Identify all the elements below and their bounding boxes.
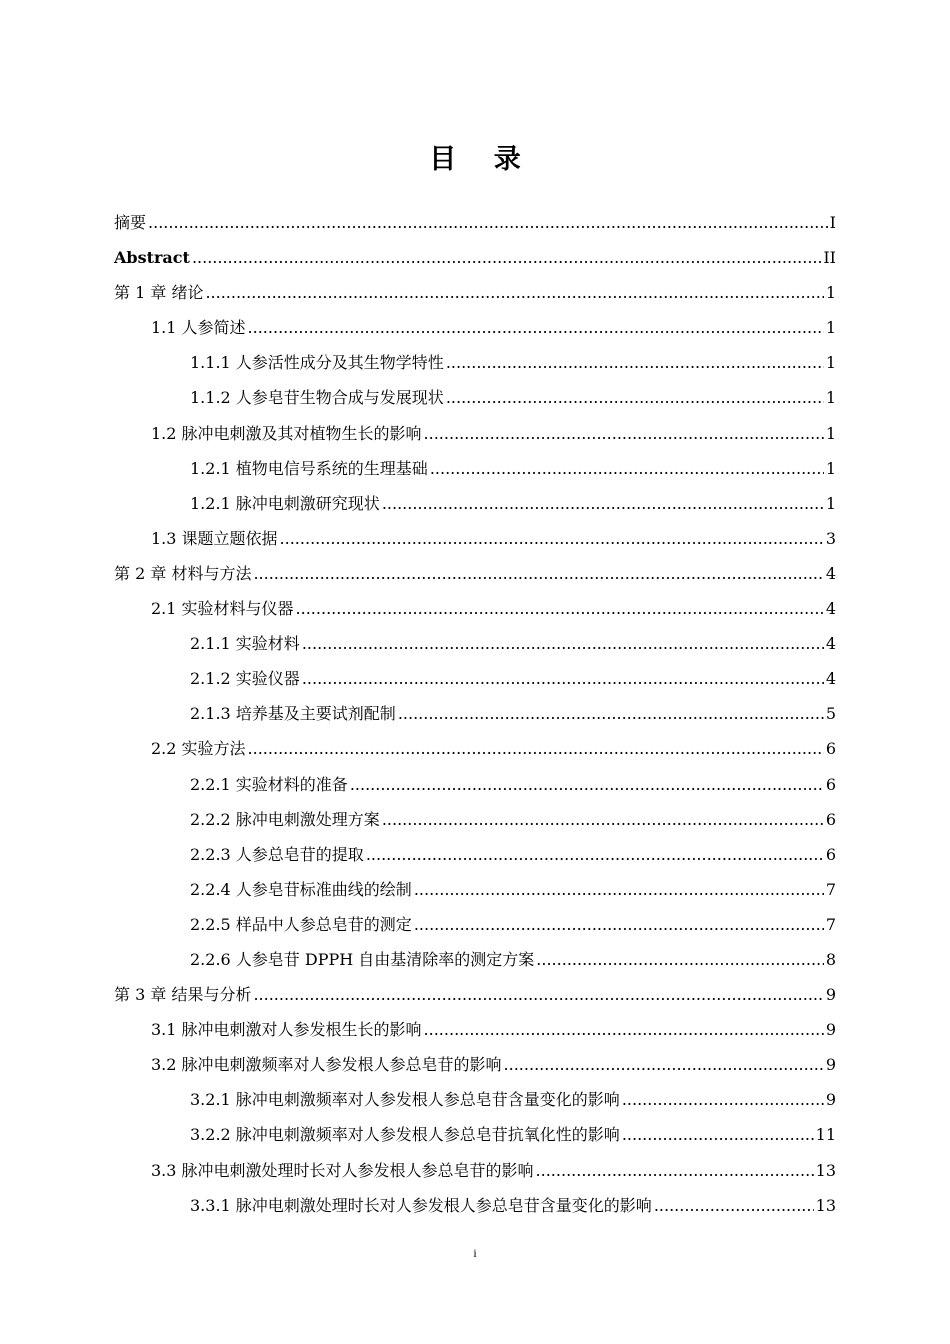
toc-dot-leader: [424, 1012, 824, 1047]
toc-entry-page-number: 1: [825, 318, 836, 338]
toc-dot-leader: [302, 626, 824, 661]
toc-entry-title: 2.2.3 人参总皂苷的提取: [190, 844, 364, 864]
toc-dot-leader: [302, 661, 824, 696]
toc-dot-leader: [148, 205, 828, 240]
toc-entry[interactable]: [114, 310, 836, 345]
toc-entry-title: 2.2.5 样品中人参总皂苷的测定: [190, 914, 412, 934]
toc-entry-page-number: 13: [815, 1160, 836, 1180]
toc-dot-leader: [382, 802, 824, 837]
toc-entry-title: 3.3 脉冲电刺激处理时长对人参发根人参总皂苷的影响: [151, 1160, 534, 1180]
toc-entry-page-number: 5: [825, 704, 836, 724]
toc-entry-title: 3.2.1 脉冲电刺激频率对人参发根人参总皂苷含量变化的影响: [190, 1090, 620, 1110]
toc-dot-leader: [248, 310, 824, 345]
toc-entry-title: 摘要: [114, 213, 147, 232]
page-number-footer: i: [473, 1246, 477, 1260]
toc-entry[interactable]: [114, 1082, 836, 1117]
toc-dot-leader: [205, 275, 823, 310]
toc-entry-page-number: 3: [825, 528, 836, 548]
toc-entry-title: 3.1 脉冲电刺激对人参发根生长的影响: [151, 1020, 422, 1040]
toc-entry[interactable]: [114, 977, 836, 1012]
page-title: 目 录: [429, 144, 535, 175]
toc-entry-title: 1.2.1 脉冲电刺激研究现状: [190, 493, 380, 513]
toc-entry-title: 2.2.2 脉冲电刺激处理方案: [190, 809, 380, 829]
toc-entry[interactable]: [114, 205, 836, 240]
toc-dot-leader: [536, 1153, 814, 1188]
toc-entry-page-number: 1: [825, 493, 836, 513]
toc-entry-title: 3.2 脉冲电刺激频率对人参发根人参总皂苷的影响: [151, 1055, 502, 1075]
toc-entry[interactable]: [114, 696, 836, 731]
toc-entry-title: 2.1.1 实验材料: [190, 634, 300, 654]
toc-entry-page-number: 9: [825, 1020, 836, 1040]
toc-dot-leader: [366, 837, 824, 872]
toc-entry-page-number: 8: [825, 949, 836, 969]
toc-entry[interactable]: [114, 1188, 836, 1223]
toc-entry-title: Abstract: [114, 248, 190, 268]
toc-entry-page-number: 9: [825, 985, 836, 1005]
toc-entry-title: 1.1 人参简述: [151, 318, 246, 338]
toc-entry[interactable]: [114, 1047, 836, 1082]
toc-entry-title: 2.1.3 培养基及主要试剂配制: [190, 704, 396, 724]
toc-dot-leader: [414, 872, 824, 907]
toc-entry-page-number: 13: [815, 1195, 836, 1215]
toc-dot-leader: [398, 696, 824, 731]
toc-entry-page-number: 6: [825, 774, 836, 794]
toc-entry-title: 第 3 章 结果与分析: [114, 985, 252, 1005]
toc-entry-page-number: 6: [825, 739, 836, 759]
toc-entry[interactable]: [114, 731, 836, 766]
toc-entry-page-number: 1: [825, 283, 836, 303]
toc-entry[interactable]: [114, 275, 836, 310]
toc-dot-leader: [424, 416, 824, 451]
toc-dot-leader: [446, 380, 824, 415]
toc-entry-page-number: 7: [825, 879, 836, 899]
toc-entry-title: 1.3 课题立题依据: [151, 528, 278, 548]
toc-dot-leader: [296, 591, 824, 626]
toc-entry[interactable]: [114, 345, 836, 380]
toc-entry-page-number: 11: [815, 1125, 836, 1145]
toc-dot-leader: [504, 1047, 824, 1082]
toc-entry[interactable]: [114, 591, 836, 626]
toc-entry-title: 1.2 脉冲电刺激及其对植物生长的影响: [151, 423, 422, 443]
toc-dot-leader: [280, 521, 824, 556]
toc-dot-leader: [253, 977, 823, 1012]
toc-entry-page-number: 7: [825, 914, 836, 934]
toc-entry-title: 1.1.1 人参活性成分及其生物学特性: [190, 353, 444, 373]
toc-entry-title: 第 1 章 绪论: [114, 283, 204, 303]
toc-entry[interactable]: [114, 802, 836, 837]
toc-entry-title: 2.2.1 实验材料的准备: [190, 774, 348, 794]
toc-entry[interactable]: [114, 767, 836, 802]
toc-entry[interactable]: [114, 661, 836, 696]
toc-entry[interactable]: [114, 380, 836, 415]
toc-entry-title: 2.1 实验材料与仪器: [151, 599, 294, 619]
toc-entry[interactable]: [114, 907, 836, 942]
toc-dot-leader: [253, 556, 823, 591]
toc-dot-leader: [382, 486, 824, 521]
toc-entry[interactable]: [114, 1153, 836, 1188]
toc-entry-title: 2.2 实验方法: [151, 739, 246, 759]
toc-dot-leader: [350, 767, 824, 802]
toc-entry[interactable]: [114, 1117, 836, 1152]
toc-dot-leader: [622, 1117, 814, 1152]
toc-entry[interactable]: [114, 416, 836, 451]
toc-entry-page-number: 4: [825, 634, 836, 654]
toc-entry-page-number: 1: [825, 388, 836, 408]
toc-entry-page-number: 4: [825, 669, 836, 689]
toc-entry[interactable]: [114, 942, 836, 977]
toc-entry-title: 1.1.2 人参皂苷生物合成与发展现状: [190, 388, 444, 408]
toc-dot-leader: [622, 1082, 824, 1117]
toc-entry-page-number: 1: [825, 458, 836, 478]
toc-entry[interactable]: [114, 240, 836, 275]
toc-entry-page-number: II: [823, 248, 836, 268]
toc-entry-page-number: 6: [825, 809, 836, 829]
toc-entry[interactable]: [114, 626, 836, 661]
toc-entry-title: 2.2.4 人参皂苷标准曲线的绘制: [190, 879, 412, 899]
toc-dot-leader: [192, 240, 821, 275]
toc-entry-title: 3.2.2 脉冲电刺激频率对人参发根人参总皂苷抗氧化性的影响: [190, 1125, 620, 1145]
toc-entry-title: 2.2.6 人参皂苷 DPPH 自由基清除率的测定方案: [190, 949, 535, 969]
toc-dot-leader: [654, 1188, 814, 1223]
toc-entry-title: 1.2.1 植物电信号系统的生理基础: [190, 458, 428, 478]
table-of-contents: [114, 205, 836, 1223]
toc-entry-page-number: 9: [825, 1055, 836, 1075]
toc-entry[interactable]: [114, 521, 836, 556]
toc-entry-page-number: I: [829, 213, 836, 232]
toc-dot-leader: [536, 942, 824, 977]
toc-dot-leader: [248, 731, 824, 766]
toc-entry-title: 2.1.2 实验仪器: [190, 669, 300, 689]
toc-entry-page-number: 4: [825, 599, 836, 619]
toc-entry-page-number: 1: [825, 353, 836, 373]
toc-entry-page-number: 6: [825, 844, 836, 864]
toc-entry[interactable]: [114, 556, 836, 591]
toc-entry[interactable]: [114, 872, 836, 907]
toc-entry-title: 第 2 章 材料与方法: [114, 563, 252, 583]
toc-entry[interactable]: [114, 837, 836, 872]
toc-entry-page-number: 9: [825, 1090, 836, 1110]
toc-entry[interactable]: [114, 486, 836, 521]
toc-entry-page-number: 1: [825, 423, 836, 443]
toc-dot-leader: [430, 451, 824, 486]
toc-entry[interactable]: [114, 1012, 836, 1047]
toc-entry[interactable]: [114, 451, 836, 486]
toc-entry-title: 3.3.1 脉冲电刺激处理时长对人参发根人参总皂苷含量变化的影响: [190, 1195, 652, 1215]
toc-dot-leader: [414, 907, 824, 942]
toc-entry-page-number: 4: [825, 563, 836, 583]
toc-dot-leader: [446, 345, 824, 380]
